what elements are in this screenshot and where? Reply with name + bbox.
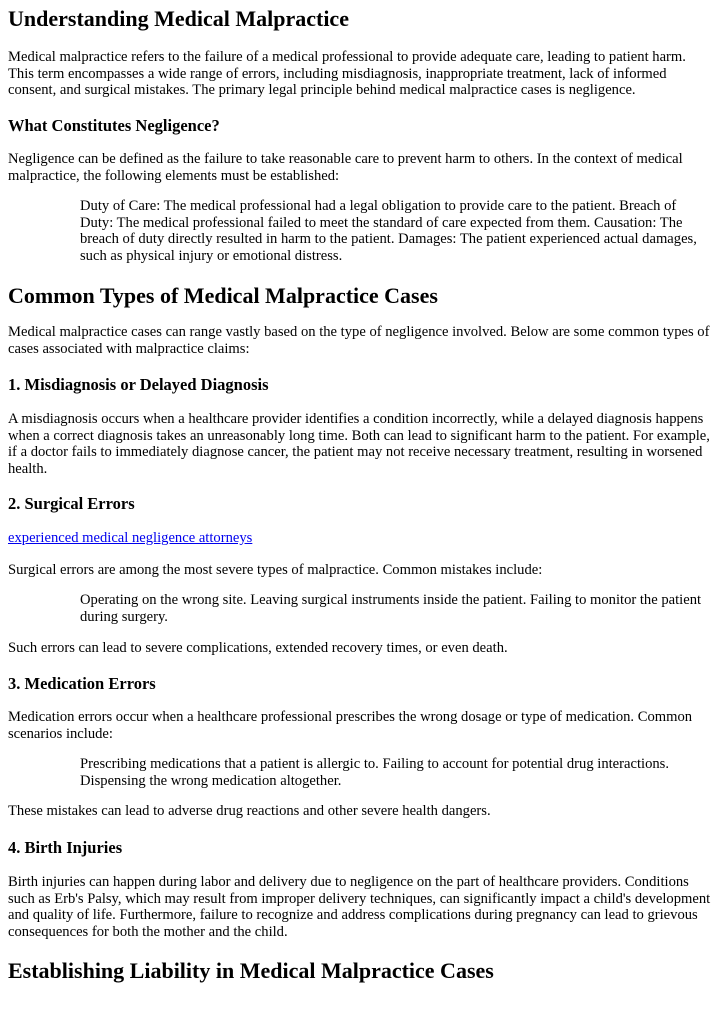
paragraph-medication: Medication errors occur when a healthcare professional prescribes the wrong dosage or type of medication. Common scenarios include: xyxy=(8,709,693,742)
blockquote-medication-scenarios xyxy=(80,756,712,789)
heading-what-constitutes-negligence: What Constitutes Negligence? xyxy=(8,116,220,135)
paragraph-surgical-after: Such errors can lead to severe complications, extended recovery times, or even death. xyxy=(8,640,508,656)
paragraph-misdiagnosis: A misdiagnosis occurs when a healthcare provider identifies a condition incorrectly, while a delayed diagnosis happens when a correct diagnosis takes an unreasonably long time. Both can lead to significant harm to the patient. For example, if a doctor fails to immediately diagnose cancer, the patient may not receive necessary treatment, resulting in worsened health. xyxy=(8,411,710,477)
paragraph-negligence: Negligence can be defined as the failure to take reasonable care to prevent harm to others. In the context of medical malpractice, the following elements must be established: xyxy=(8,151,683,184)
heading-establishing-liability: Establishing Liability in Medical Malpractice Cases xyxy=(8,958,494,983)
paragraph-medication-after: These mistakes can lead to adverse drug reactions and other severe health dangers. xyxy=(8,803,491,819)
surgical-mistakes-text: Operating on the wrong site. Leaving surgical instruments inside the patient. Failing to monitor the patient during surgery. xyxy=(80,592,702,625)
paragraph-birth-injuries: Birth injuries can happen during labor and delivery due to negligence on the part of healthcare providers. Conditions such as Erb's Palsy, which may result from improper delivery techniques, can significantly impact a child's development and quality of life. Furthermore, failure to recognize and address complications during pregnancy can lead to grievous consequences for both the mother and the child. xyxy=(8,874,711,940)
heading-surgical-errors: 2. Surgical Errors xyxy=(8,494,135,513)
heading-understanding-medical-malpractice: Understanding Medical Malpractice xyxy=(8,6,349,31)
paragraph-surgical: Surgical errors are among the most severe types of malpractice. Common mistakes include: xyxy=(8,562,543,578)
link-experienced-medical-negligence-attorneys[interactable]: experienced medical negligence attorneys xyxy=(8,530,253,546)
heading-birth-injuries: 4. Birth Injuries xyxy=(8,838,123,857)
blockquote-negligence-elements xyxy=(80,198,712,264)
negligence-elements-text: Duty of Care: The medical professional had a legal obligation to provide care to the patient. Breach of Duty: The medical professional failed to meet the standard of care expected from them. Causation: The breach of duty directly resulted in harm to the patient. Damages: The patient experienced actual damages, such as physical injury or emotional distress. xyxy=(80,198,697,264)
heading-medication-errors: 3. Medication Errors xyxy=(8,674,156,693)
heading-misdiagnosis: 1. Misdiagnosis or Delayed Diagnosis xyxy=(8,375,269,394)
paragraph-common-types: Medical malpractice cases can range vastly based on the type of negligence involved. Below are some common types of cases associated with malpractice claims: xyxy=(8,324,710,357)
heading-common-types: Common Types of Medical Malpractice Cases xyxy=(8,283,438,308)
medication-scenarios-text: Prescribing medications that a patient is allergic to. Failing to account for potential drug interactions. Dispensing the wrong medication altogether. xyxy=(80,756,670,789)
blockquote-surgical-mistakes xyxy=(80,592,712,625)
paragraph-link xyxy=(8,530,712,547)
paragraph-intro: Medical malpractice refers to the failure of a medical professional to provide adequate care, leading to patient harm. This term encompasses a wide range of errors, including misdiagnosis, inappropriate treatment, lack of informed consent, and surgical mistakes. The primary legal principle behind medical malpractice cases is negligence. xyxy=(8,49,686,98)
